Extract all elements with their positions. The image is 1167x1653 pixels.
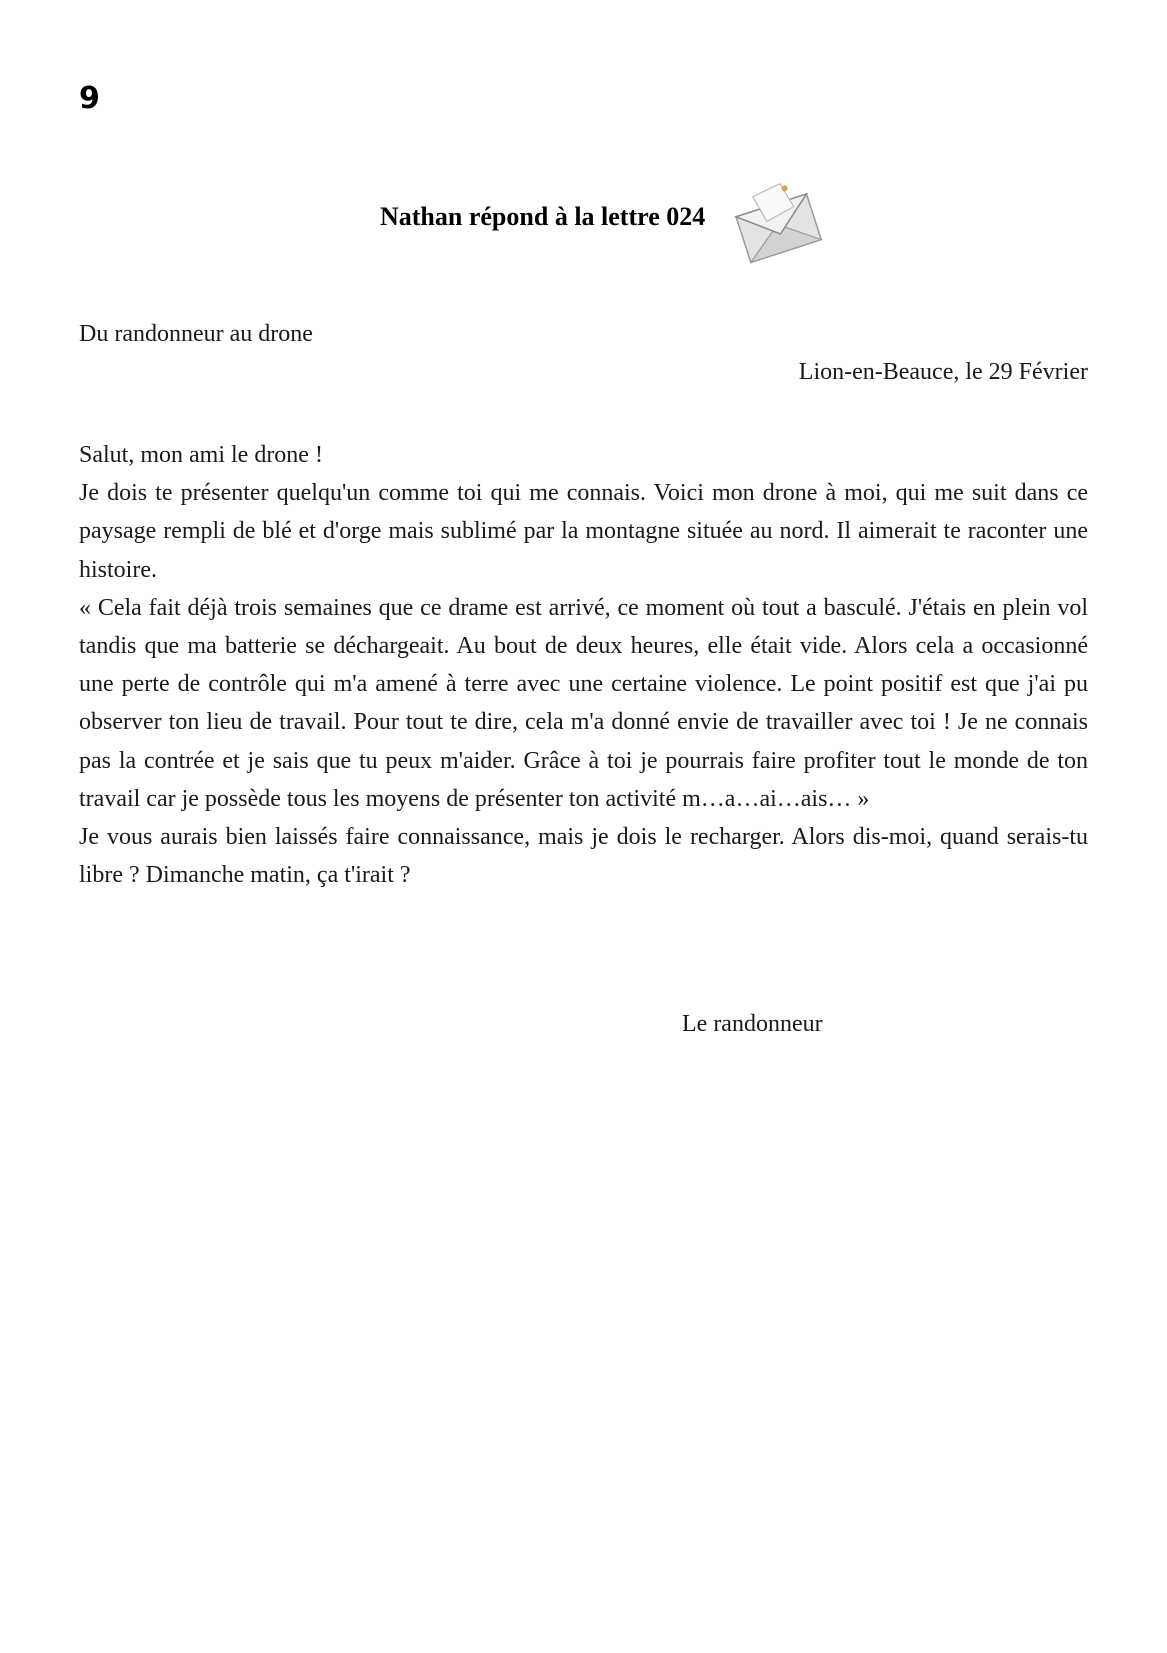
letter-body [79, 436, 1088, 894]
letter-subject: Du randonneur au drone [79, 321, 313, 347]
body-paragraph: Je vous aurais bien laissés faire connaissance, mais je dois le recharger. Alors dis-moi, quand serais-tu libre ? Dimanche matin, ça t'irait ? [79, 824, 1088, 889]
page-number: 9 [79, 81, 100, 116]
body-paragraph: Je dois te présenter quelqu'un comme toi qui me connais. Voici mon drone à moi, qui me suit dans ce paysage rempli de blé et d'orge mais sublimé par la montagne située au nord. Il aimerait te raconter une histoire. [79, 480, 1088, 583]
signature: Le randonneur [682, 1011, 823, 1037]
envelope-icon [733, 178, 825, 274]
letter-title: Nathan répond à la lettre 024 [380, 202, 706, 231]
place-and-date: Lion-en-Beauce, le 29 Février [798, 359, 1088, 385]
body-paragraph: « Cela fait déjà trois semaines que ce drame est arrivé, ce moment où tout a basculé. J'étais en plein vol tandis que ma batterie se déchargeait. Au bout de deux heures, elle était vide. Alors cela a occasionné une perte de contrôle qui m'a amené à terre avec une certaine violence. Le point positif est que j'ai pu observer ton lieu de travail. Pour tout te dire, cela m'a donné envie de travailler avec toi ! Je ne connais pas la contrée et je sais que tu peux m'aider. Grâce à toi je pourrais faire profiter tout le monde de ton travail car je possède tous les moyens de présenter ton activité m…a…ai…ais… » [79, 594, 1088, 812]
greeting: Salut, mon ami le drone ! [79, 442, 323, 468]
